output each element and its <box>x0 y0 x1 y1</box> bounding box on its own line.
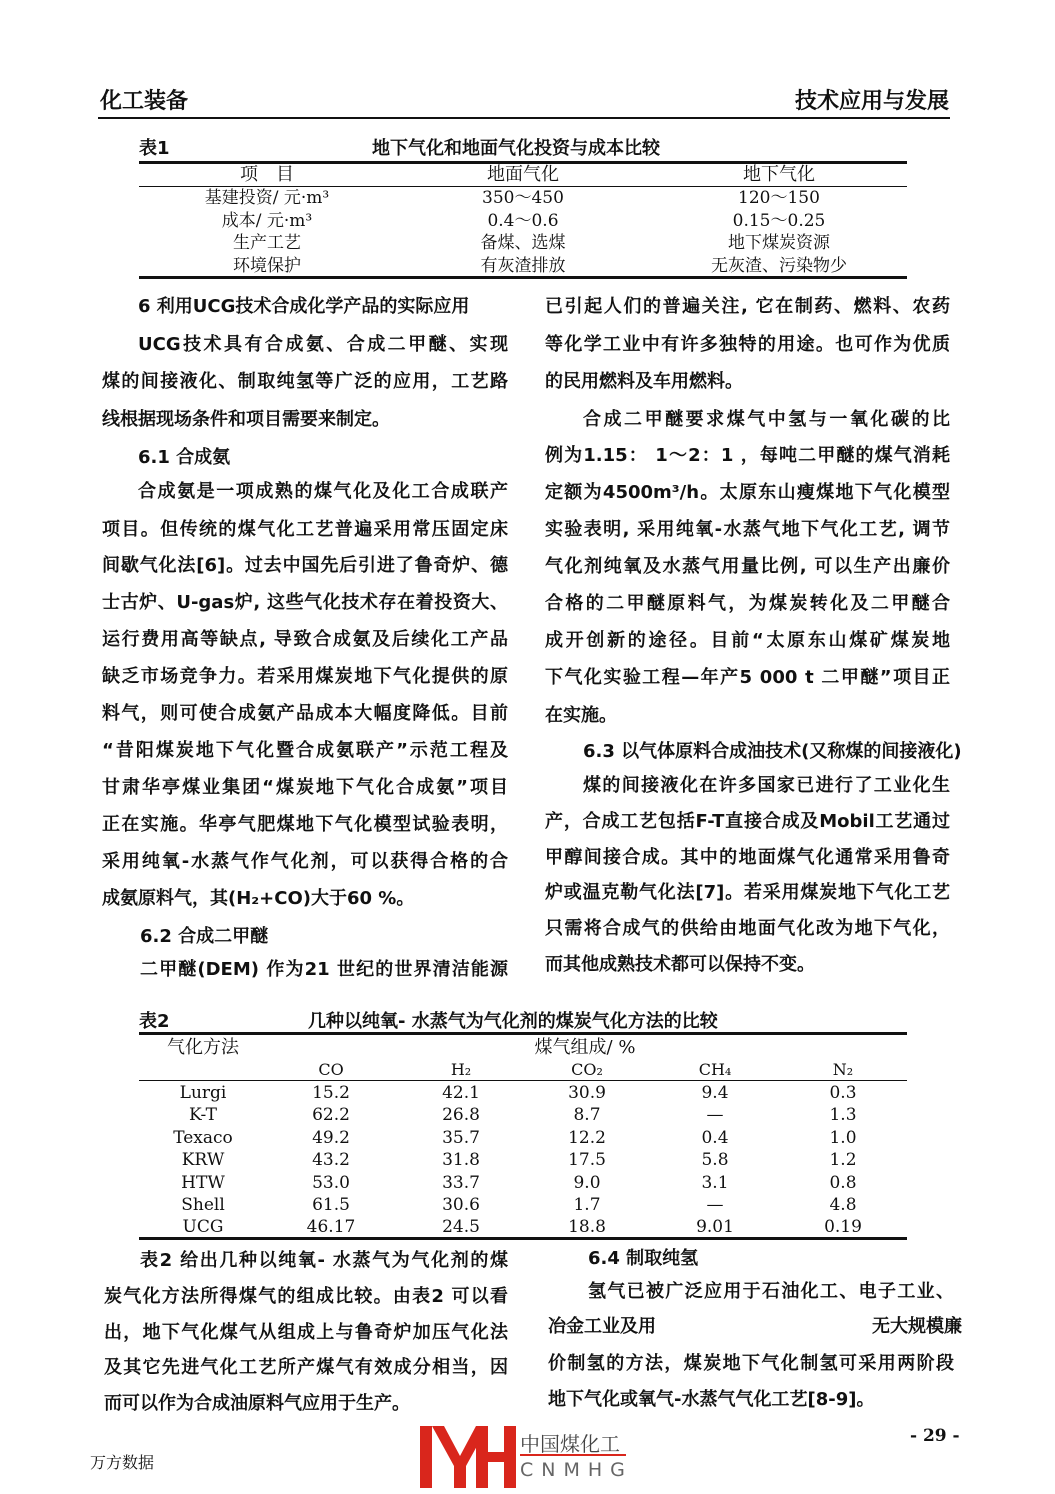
section-heading: 6.3 以气体原料合成油技术(又称煤的间接液化) <box>583 741 962 762</box>
text-line: 氢气已被广泛应用于石油化工、电子工业、 <box>588 1281 954 1302</box>
table-cell: KRW <box>181 1150 225 1171</box>
table-cell: K-T <box>189 1105 217 1126</box>
table-cell: 3.1 <box>701 1172 729 1193</box>
text-line: 合成氨是一项成熟的煤气化及化工合成联产 <box>138 481 508 502</box>
table-cell: 53.0 <box>312 1172 350 1193</box>
table-1-title: 地下气化和地面气化投资与成本比较 <box>372 138 660 159</box>
rule <box>139 1080 907 1081</box>
text-line: 表2 给出几种以纯氧- 水蒸气为气化剂的煤 <box>140 1250 508 1271</box>
table-cell: 31.8 <box>442 1150 480 1171</box>
text-line: 间歇气化法[6]。过去中国先后引进了鲁奇炉、德 <box>102 555 508 576</box>
text-line: 二甲醚(DEM) 作为21 世纪的世界清洁能源 <box>140 959 508 980</box>
text-line: 的民用燃料及车用燃料。 <box>545 371 743 392</box>
source-label: 万方数据 <box>90 1453 155 1472</box>
table-cell: 120～150 <box>738 188 820 208</box>
journal-name: 化工装备 <box>100 89 189 114</box>
table-cell: 46.17 <box>306 1217 356 1238</box>
table-cell: 30.9 <box>568 1083 606 1103</box>
text-line: UCG技术具有合成氨、合成二甲醚、实现 <box>138 334 508 355</box>
table-cell: 17.5 <box>568 1150 606 1171</box>
rule <box>139 1032 907 1035</box>
table-cell: HTW <box>181 1172 225 1193</box>
table-cell: 30.6 <box>442 1195 480 1215</box>
text-line: 而可以作为合成油原料气应用于生产。 <box>104 1393 410 1414</box>
text-line: 缺乏市场竞争力。若采用煤炭地下气化提供的原 <box>102 666 508 687</box>
table-cell: Texaco <box>173 1127 233 1148</box>
section-heading: 6 利用UCG技术合成化学产品的实际应用 <box>138 296 470 317</box>
table-cell: 0.19 <box>824 1217 862 1238</box>
table-cell: 1.2 <box>829 1150 857 1171</box>
column-header: CH₄ <box>698 1060 732 1079</box>
column-header: CO₂ <box>571 1060 603 1079</box>
table-2-label: 表2 <box>139 1011 170 1032</box>
table-cell: 1.7 <box>573 1195 601 1215</box>
table-cell: 基建投资/ 元·m³ <box>204 188 330 208</box>
table-cell: 49.2 <box>312 1127 350 1148</box>
section-heading: 6.4 制取纯氢 <box>588 1248 699 1269</box>
table-cell: 42.1 <box>442 1083 480 1103</box>
section-heading: 6.2 合成二甲醚 <box>140 926 269 947</box>
table-cell: 地下煤炭资源 <box>728 233 830 253</box>
table-cell: 4.8 <box>829 1195 857 1215</box>
table-cell: — <box>706 1105 724 1126</box>
text-line: 士古炉、U-gas炉, 这些气化技术存在着投资大、 <box>102 592 508 613</box>
text-line: 例为1.15： 1～2：1 ，每吨二甲醚的煤气消耗 <box>545 445 950 466</box>
text-line: 煤的间接液化、制取纯氢等广泛的应用，工艺路 <box>102 371 508 392</box>
table-cell: 0.4 <box>701 1127 729 1148</box>
text-line: 价制氢的方法，煤炭地下气化制氢可采用两阶段 <box>548 1353 954 1374</box>
cnmhg-logo-icon <box>420 1426 518 1488</box>
table-cell: 0.3 <box>829 1083 857 1103</box>
rule <box>139 276 907 279</box>
text-line: 合格的二甲醚原料气，为煤炭转化及二甲醚合 <box>545 593 950 614</box>
cnmhg-watermark <box>420 1426 652 1488</box>
table-cell: 35.7 <box>442 1127 480 1148</box>
text-line: 定额为4500m³/h。太原东山瘦煤地下气化模型 <box>545 482 950 503</box>
text-line: 出，地下气化煤气从组成上与鲁奇炉加压气化法 <box>104 1322 508 1343</box>
table-cell: 生产工艺 <box>233 233 301 253</box>
column-header: 地下气化 <box>743 164 815 185</box>
text-line: 项目。但传统的煤气化工艺普遍采用常压固定床 <box>102 519 508 540</box>
text-line: 已引起人们的普遍关注, 它在制药、燃料、农药 <box>545 296 950 317</box>
column-header: CO <box>318 1060 344 1079</box>
text-line: 料气，则可使合成氨产品成本大幅度降低。目前 <box>102 703 508 724</box>
text-line: 正在实施。华亭气肥煤地下气化模型试验表明， <box>102 814 508 835</box>
text-line: 只需将合成气的供给由地面气化改为地下气化， <box>545 918 950 939</box>
table-cell: 8.7 <box>573 1105 601 1126</box>
table-cell: 62.2 <box>312 1105 350 1126</box>
table-cell: 24.5 <box>442 1217 480 1238</box>
text-line: 成氨原料气，其(H₂+CO)大于60 %。 <box>102 888 415 909</box>
text-line: 合成二甲醚要求煤气中氢与一氧化碳的比 <box>583 409 950 430</box>
table-cell: 61.5 <box>312 1195 350 1215</box>
rule <box>139 186 907 187</box>
table-cell: 0.8 <box>829 1172 857 1193</box>
page-number: - 29 - <box>910 1426 960 1446</box>
text-line: 炭气化方法所得煤气的组成比较。由表2 可以看 <box>104 1286 508 1307</box>
text-line: 气化剂纯氧及水蒸气用量比例, 可以生产出廉价 <box>545 556 950 577</box>
section-name: 技术应用与发展 <box>794 89 949 114</box>
table-cell: Lurgi <box>179 1083 227 1103</box>
text-line: 产，合成工艺包括F-T直接合成及Mobil工艺通过 <box>545 811 950 832</box>
table-cell: 成本/ 元·m³ <box>221 210 313 231</box>
table-cell: Shell <box>181 1195 225 1215</box>
table-cell: 1.0 <box>829 1127 857 1148</box>
table-cell: UCG <box>182 1217 224 1238</box>
column-header: 地面气化 <box>487 164 559 185</box>
table-1-label: 表1 <box>139 138 170 159</box>
text-line: 甲醇间接合成。其中的地面煤气化通常采用鲁奇 <box>545 847 950 868</box>
table-cell: 350～450 <box>482 188 564 208</box>
table-cell: — <box>706 1195 724 1215</box>
text-line: 甘肃华亭煤业集团“煤炭地下气化合成氨”项目 <box>102 777 508 798</box>
table-cell: 9.01 <box>696 1217 734 1238</box>
column-header: N₂ <box>832 1060 854 1079</box>
text-line: 成开创新的途径。目前“太原东山煤矿煤炭地 <box>545 630 950 651</box>
header-rule <box>98 117 950 119</box>
table-cell: 12.2 <box>568 1127 606 1148</box>
table-cell: 9.4 <box>701 1083 729 1103</box>
table-cell: 5.8 <box>701 1150 729 1171</box>
table-cell: 26.8 <box>442 1105 480 1126</box>
table-cell: 环境保护 <box>233 255 301 276</box>
text-line: 实验表明, 采用纯氧-水蒸气地下气化工艺, 调节 <box>545 519 950 540</box>
text-line: 及其它先进气化工艺所产煤气有效成分相当，因 <box>104 1357 508 1378</box>
table-cell: 无灰渣、污染物少 <box>711 255 847 276</box>
table-cell: 0.15～0.25 <box>732 210 826 231</box>
text-line: 线根据现场条件和项目需要来制定。 <box>102 409 390 430</box>
text-line: 冶金工业及用 无大规模廉 <box>548 1316 962 1337</box>
text-line: 炉或温克勒气化法[7]。若采用煤炭地下气化工艺 <box>545 882 950 903</box>
table-cell: 有灰渣排放 <box>480 255 566 276</box>
table-cell: 1.3 <box>829 1105 857 1126</box>
text-line: 在实施。 <box>545 705 617 726</box>
text-line: 采用纯氧-水蒸气作气化剂，可以获得合格的合 <box>102 851 508 872</box>
table-cell: 15.2 <box>312 1083 350 1103</box>
table-cell: 0.4～0.6 <box>487 210 559 231</box>
table-cell: 9.0 <box>573 1172 601 1193</box>
table-cell: 33.7 <box>442 1172 480 1193</box>
watermark-en: CNMHG <box>520 1459 633 1481</box>
text-line: 运行费用高等缺点, 导致合成氨及后续化工产品 <box>102 629 508 650</box>
section-heading: 6.1 合成氨 <box>138 447 231 468</box>
table-2-title: 几种以纯氧- 水蒸气为气化剂的煤炭气化方法的比较 <box>308 1011 718 1032</box>
text-line: 等化学工业中有许多独特的用途。也可作为优质 <box>545 334 950 355</box>
table-cell: 备煤、选煤 <box>480 233 566 253</box>
text-line: 地下气化或氧气-水蒸气气化工艺[8-9]。 <box>548 1389 875 1410</box>
table-cell: 43.2 <box>312 1150 350 1171</box>
text-line: 煤的间接液化在许多国家已进行了工业化生 <box>583 775 950 796</box>
text-line: 而其他成熟技术都可以保持不变。 <box>545 954 815 975</box>
table-cell: 18.8 <box>568 1217 606 1238</box>
watermark-cn: 中国煤化工 <box>520 1432 620 1456</box>
column-header: H₂ <box>450 1060 472 1079</box>
group-header: 煤气组成/ % <box>534 1037 636 1058</box>
text-line: 下气化实验工程—年产5 000 t 二甲醚”项目正 <box>545 667 950 688</box>
column-header: 项 目 <box>240 164 294 185</box>
rule <box>139 1237 907 1240</box>
text-line: “昔阳煤炭地下气化暨合成氨联产”示范工程及 <box>102 740 508 761</box>
method-header: 气化方法 <box>167 1037 239 1058</box>
